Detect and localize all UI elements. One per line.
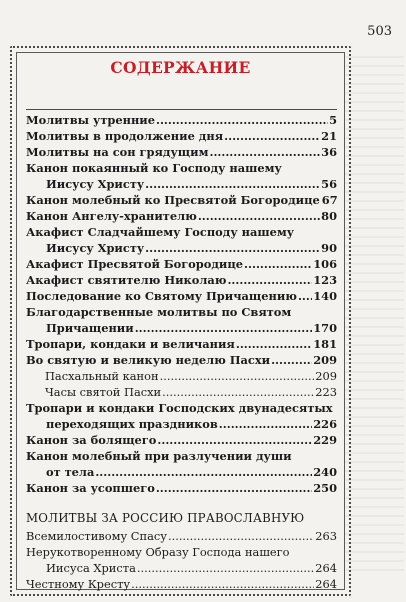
toc-entry — [26, 304, 337, 336]
dot-leader — [209, 144, 320, 160]
toc-entry — [26, 272, 337, 288]
toc-entry-page: 67 — [321, 193, 338, 207]
section-heading: МОЛИТВЫ ЗА РОССИЮ ПРАВОСЛАВНУЮ — [26, 511, 305, 525]
dot-leader — [219, 416, 312, 432]
toc-entry-title: Канон за усопшего — [26, 481, 155, 495]
toc-entry-title: от тела — [46, 465, 95, 479]
toc-entry-title-line: Канон покаянный ко Господу нашему — [26, 161, 282, 175]
toc-entry — [26, 432, 337, 448]
toc-entry-title: Канон за болящего — [26, 433, 157, 447]
toc-entry-page: 263 — [315, 529, 337, 543]
toc-entry-title: Канон молебный ко Пресвятой Богородице — [26, 193, 320, 207]
dot-leader — [168, 528, 314, 544]
toc-entry-page: 209 — [313, 353, 337, 367]
dot-leader — [156, 480, 312, 496]
toc-entry-page: 80 — [321, 209, 337, 223]
toc-entry-page: 181 — [313, 337, 337, 351]
toc-entry-title: Канон Ангелу-хранителю — [26, 209, 197, 223]
toc-entry — [26, 144, 337, 160]
toc-entry-page: 21 — [321, 129, 337, 143]
toc-entry-page: 56 — [321, 177, 337, 191]
toc-entry-page: 140 — [313, 289, 337, 303]
toc-entry-page: 123 — [313, 273, 337, 287]
toc-entry-page: 240 — [313, 465, 337, 479]
toc-entry — [26, 400, 337, 432]
dot-leader — [156, 112, 328, 128]
toc-entry — [26, 208, 337, 224]
toc-entry — [26, 192, 337, 208]
toc-entry-title: Честному Кресту — [26, 577, 131, 591]
dot-leader — [198, 208, 320, 224]
dot-leader — [145, 176, 320, 192]
dot-leader — [157, 432, 312, 448]
toc-entry-title-line: Благодарственные молитвы по Святом — [26, 305, 292, 319]
toc-entry-title: Иисуса Христа — [46, 561, 136, 575]
contents-frame — [10, 46, 351, 596]
toc-entry-title-line: Тропари и кондаки Господских двунадесятых — [26, 401, 333, 415]
toc-entry — [26, 128, 337, 144]
toc-entry-page: 223 — [315, 385, 337, 399]
toc-entry-title: Акафист святителю Николаю — [26, 273, 227, 287]
dot-leader — [135, 320, 313, 336]
toc-entry-title: Последование ко Святому Причащению — [26, 289, 297, 303]
toc-entry — [26, 352, 337, 368]
toc-entry-page: 36 — [321, 145, 337, 159]
toc-entry-page: 106 — [313, 257, 337, 271]
toc-entry — [26, 256, 337, 272]
toc-entry-page: 229 — [313, 433, 337, 447]
toc-entry-page: 170 — [313, 321, 337, 335]
toc-entry-page: 90 — [321, 241, 337, 255]
toc-entry — [26, 528, 337, 544]
toc-entry — [26, 160, 337, 192]
toc-entry-page: 5 — [329, 113, 337, 127]
toc-entry-page: 264 — [315, 577, 337, 591]
toc-entry-title: Молитвы утренние — [26, 113, 155, 127]
toc-entry-page: 264 — [315, 561, 337, 575]
toc-entry — [26, 336, 337, 352]
dot-leader — [131, 576, 314, 592]
dot-leader — [271, 352, 312, 368]
toc-entry — [26, 384, 337, 400]
table-of-contents — [26, 109, 337, 592]
dot-leader — [236, 336, 312, 352]
toc-entry-title: Во святую и великую неделю Пасхи — [26, 353, 271, 367]
toc-entry-title: Пасхальный канон — [45, 369, 159, 383]
toc-entry-title: Тропари, кондаки и величания — [26, 337, 235, 351]
toc-entry — [26, 448, 337, 480]
toc-entry-title: Иисусу Христу — [46, 241, 145, 255]
toc-entry-title: Всемилостивому Спасу — [26, 529, 167, 543]
dot-leader — [160, 368, 315, 384]
toc-entry-title: Иисусу Христу — [46, 177, 145, 191]
toc-entry-title: переходящих праздников — [46, 417, 218, 431]
toc-entry-title: Часы святой Пасхи — [45, 385, 162, 399]
toc-entry — [26, 112, 337, 128]
toc-entry-title: Молитвы в продолжение дня — [26, 129, 224, 143]
dot-leader — [95, 464, 312, 480]
toc-entry-title-line: Акафист Сладчайшему Господу нашему — [26, 225, 295, 239]
dot-leader — [298, 288, 312, 304]
title-rule — [26, 109, 337, 110]
toc-entry — [26, 288, 337, 304]
dot-leader — [224, 128, 320, 144]
toc-entry-page: 250 — [313, 481, 337, 495]
toc-entry — [26, 576, 337, 592]
contents-title: СОДЕРЖАНИЕ — [110, 58, 251, 77]
dot-leader — [162, 384, 314, 400]
toc-entry — [26, 544, 337, 576]
toc-entry-page: 226 — [313, 417, 337, 431]
toc-entry-title: Причащении — [46, 321, 134, 335]
dot-leader — [145, 240, 320, 256]
dot-leader — [137, 560, 314, 576]
toc-entry-title-line: Нерукотворенному Образу Господа нашего — [26, 545, 290, 559]
toc-entry — [26, 368, 337, 384]
toc-entry-page: 209 — [315, 369, 337, 383]
toc-entry-title-line: Канон молебный при разлучении души — [26, 449, 292, 463]
toc-entry-title: Молитвы на сон грядущим — [26, 145, 209, 159]
toc-entry — [26, 224, 337, 256]
toc-entry-title: Акафист Пресвятой Богородице — [26, 257, 244, 271]
dot-leader — [227, 272, 312, 288]
bleed-through-text — [344, 56, 404, 576]
page-number: 503 — [367, 24, 392, 39]
dot-leader — [244, 256, 312, 272]
toc-entry — [26, 480, 337, 496]
